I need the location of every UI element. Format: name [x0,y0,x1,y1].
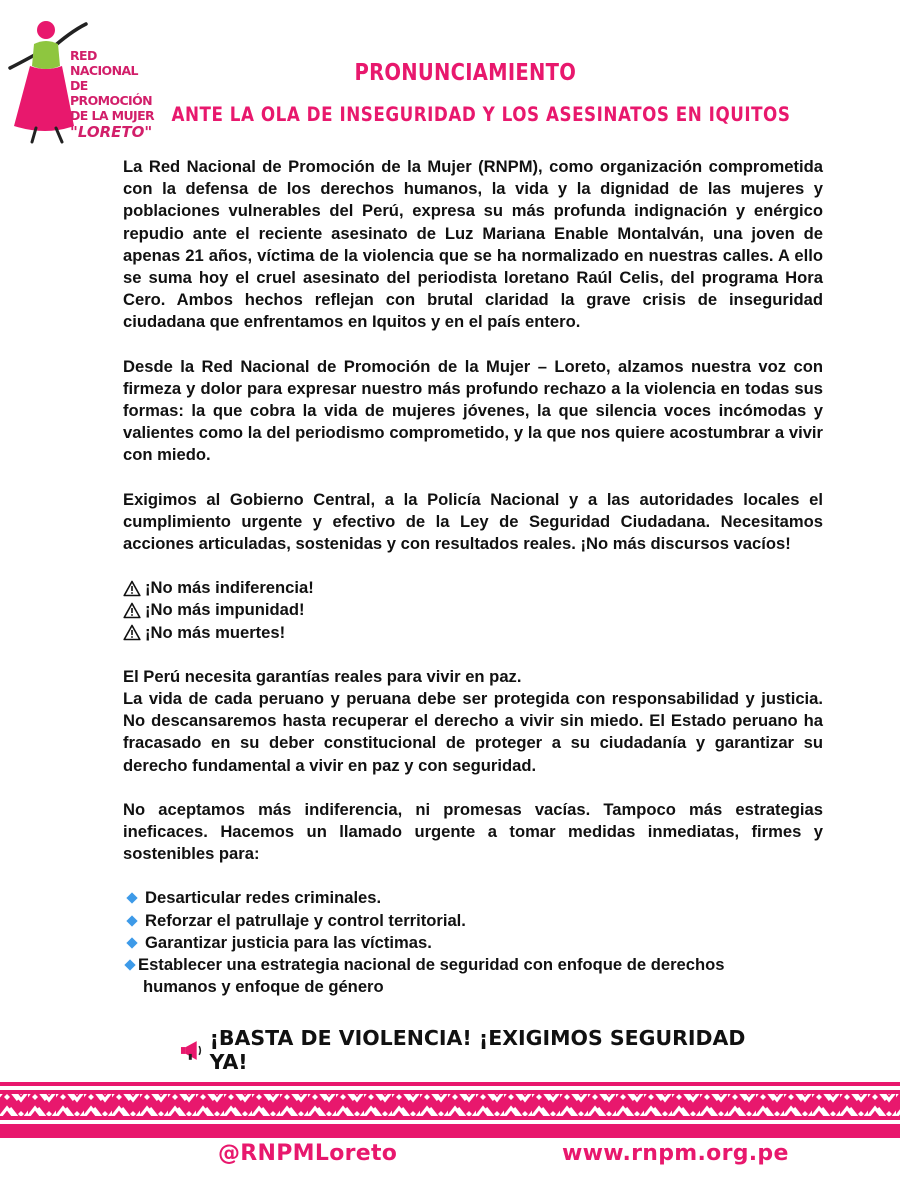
page-title: PRONUNCIAMIENTO [354,60,577,86]
list-item-text: Reforzar el patrullaje y control territorial. [145,910,466,930]
logo-line: "LORETO" [70,123,153,141]
alert-text: ¡No más indiferencia! [145,578,314,598]
list-item-text: Desarticular redes criminales. [145,888,382,908]
alert-item [123,622,823,644]
zigzag-pattern [0,1082,900,1138]
list-item-text: Establecer una estrategia nacional de seguridad con enfoque de derechos [138,955,725,975]
warning-triangle-icon [123,580,141,597]
slogan-text: ¡BASTA DE VIOLENCIA! ¡EXIGIMOS SEGURIDAD YA! [209,1026,746,1074]
blue-diamond-icon [126,915,137,926]
alert-item [123,577,823,599]
list-item-continuation: humanos y enfoque de género [143,977,384,997]
paragraph: Exigimos al Gobierno Central, a la Policía Nacional y a las autoridades locales el cumplimiento urgente y efectivo de la Ley de Seguridad Ciudadana. Necesitamos acciones articuladas, sostenidas y con resultados reales. ¡No más discursos vacíos! [123,489,823,554]
warning-triangle-icon [123,602,141,619]
list-item [123,932,823,954]
list-item-text: Garantizar justicia para las víctimas. [145,932,432,952]
list-item [123,954,823,976]
logo-line: DE PROMOCIÓN [70,78,152,108]
statement-body [123,156,823,999]
alert-text: ¡No más impunidad! [145,600,305,620]
social-handle: @RNPMLoreto [218,1141,398,1166]
paragraph-lead: El Perú necesita garantías reales para vivir en paz. [123,666,522,686]
blue-diamond-icon [126,937,137,948]
paragraph: La vida de cada peruano y peruana debe ser protegida con responsabilidad y justicia. No descansaremos hasta recuperar el derecho a vivir sin miedo. El Estado peruano ha fracasado en su deber constitucional de proteger a su ciudadanía y garantizar su derecho fundamental a vivir en paz y con seguridad. [123,689,823,775]
paragraph: Desde la Red Nacional de Promoción de la Mujer – Loreto, alzamos nuestra voz con firmeza y dolor para expresar nuestro más profundo rechazo a la violencia en todas sus formas: la que cobra la vida de mujeres jóvenes, la que silencia voces incómodas y valientes como la del periodismo comprometido, y la que nos quiere acostumbrar a vivir con miedo. [123,356,823,465]
alert-item [123,599,823,621]
website-link[interactable]: www.rnpm.org.pe [562,1141,789,1166]
warning-triangle-icon [123,624,141,641]
blue-diamond-icon [126,893,137,904]
slogan [180,1026,780,1074]
logo-line: RED NACIONAL [70,48,138,78]
paragraph: No aceptamos más indiferencia, ni promesas vacías. Tampoco más estrategias ineficaces. Hacemos un llamado urgente a tomar medidas inmediatas, firmes y sostenibles para: [123,799,823,864]
decorative-pattern-band [0,1082,900,1138]
paragraph: La Red Nacional de Promoción de la Mujer (RNPM), como organización comprometida con la defensa de los derechos humanos, la vida y la dignidad de las mujeres y poblaciones vulnerables del Perú, expresa su más profunda indignación y enérgico repudio ante el reciente asesinato de Luz Mariana Enable Montalván, una joven de apenas 21 años, víctima de la violencia que se ha normalizado en nuestras calles. A ello se suma hoy el cruel asesinato del periodista loretano Raúl Celis, del programa Hora Cero. Ambos hechos reflejan con brutal claridad la grave crisis de inseguridad ciudadana que enfrentamos en Iquitos y en el país entero. [123,157,823,332]
alert-text: ¡No más muertes! [145,622,286,642]
list-item [123,910,823,932]
logo-line: DE LA MUJER [70,108,155,123]
list-item [123,887,823,909]
megaphone-icon [180,1039,204,1061]
page-subtitle: ANTE LA OLA DE INSEGURIDAD Y LOS ASESINATOS EN IQUITOS [171,103,791,126]
blue-diamond-icon [124,959,135,970]
